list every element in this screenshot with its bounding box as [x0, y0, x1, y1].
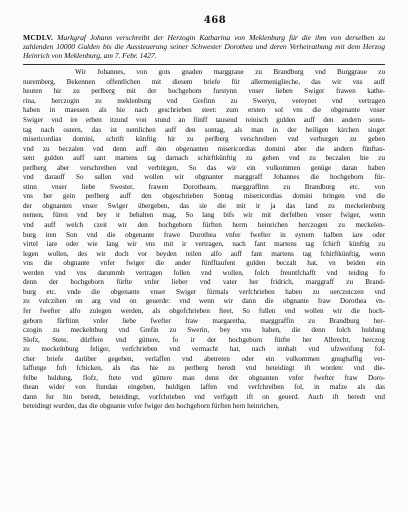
- body-line: cher briefe darüber gegeben, verlaffen vnd abetreten oder ein vulkommen gnughaffig ver-: [23, 354, 385, 363]
- body-line: haben in maessen als hie nach geschrieben steet: zum ersten sol vns die obgenante vnser: [23, 106, 385, 115]
- body-line: denn der hochgeborn fürfte vnfer lieber vnd vater her fridrich, marggraff zu Brand-: [23, 278, 385, 287]
- body-line: stinn vnser liebe Swester, frawen Dorotheam, marggraffinn zu Brandburg etc. von: [23, 182, 385, 191]
- body-line: fer fwefter alfo zulegen werden, als obgefchrieben fteet, So fullen vnd wollen wir die hoch-: [23, 306, 385, 315]
- body-line: legen wollen, des wir doch vor beyden teilen alfo auff fant martens tag fchirftkünftig, wenn: [23, 249, 385, 258]
- body-line: virtel iare oder wie lang wir vns mit ir vertragen, nach fant martens tag fchirft künftig zu: [23, 240, 385, 249]
- document-id: MCDLV.: [23, 33, 54, 42]
- body-line: der obgnanten vnser Swiger übergeben, das sie die mit ir ja das land zu meckelenburg: [23, 201, 385, 210]
- body-line: vnd darauff So sullen vnd wollen wir obgnanter marggraff Johannes die hochgeborn für-: [23, 173, 385, 182]
- body-line: burg etc. vnde die obgenante vnser Swiger fürmals verfchrieben haben zu uerczutczen vnd: [23, 287, 385, 296]
- body-line: nuremberg, Bekennen offentlichen mit diesem briefe für allermeniglieche, das wir vns auff: [23, 77, 385, 86]
- document-heading: [23, 33, 385, 60]
- body-line: thean wider von ftundan eingeben, huldigen laffen vnd verfchreiben fol, in mafze als das: [23, 383, 385, 392]
- document-body: [23, 68, 385, 412]
- body-line: vnd auff welch czeit wir den hochgeborn fürften herrn heinrichen herczogen zu meckelen-: [23, 221, 385, 230]
- body-line: perlberg aber verschreiben vnd verbürgen, So das wir ein vulkommen genüge daran haben: [23, 163, 385, 172]
- body-line: heuten hir zu perlberg mit der hochgeborn furstynn vnser lieben Swiger frawen kathe-: [23, 87, 385, 96]
- body-line: Slofz, Stete, dürffere vnd güttere, fo ir der hochgeborn fürfte her Albrecht, herczog: [23, 335, 385, 344]
- body-line: dann fur hin beredt, beteidingt, vorfchrieben vnd verfigelt ift on geuerd. Auch ift beredt vnd: [23, 392, 385, 401]
- body-line: burg iren Son vnd die obgenante frawe Dorothea vnfer fwefter in eynem halben iare oder: [23, 230, 385, 239]
- body-line: czogin zu meckelnburg vnd Grefin zu Swerin, bey vns haben, die denn folch huldung: [23, 326, 385, 335]
- body-line: sent gulden auff sant martens tag darnach schirftkünftig zu geben vnd zu beczalen hie zu: [23, 154, 385, 163]
- document-summary: Markgraf Johann verschreibt der Herzogin Katharina von Meklenburg für die ihm von derselben zu zahlenden 10000 Gulden bis die Aussteuerung seiner Schwester Dorothea und deren Verheirathung mit dem Herzog Heinrich von Meklenburg, am 7. Febr. 1427.: [23, 33, 385, 61]
- body-line: vns her gein perlberg auff den obgeschrieben Sontag misericordias domini bringen vnd die: [23, 192, 385, 201]
- body-line: vns die obgnante vnfer fwiger die ander fünfftaufent gulden beczalt hat, vn beiden ein: [23, 259, 385, 268]
- body-line: geborn fürftinn vnfer liebe fwefter fraw margaretha, marggraffin zu Brandburg her-: [23, 316, 385, 325]
- body-line: laffunge fuft fchicken, als das hie zu perlberg beredt vnd beteidingt ift worden: vnd die-: [23, 364, 385, 373]
- page-number: 468: [203, 15, 227, 26]
- body-line: nemen, füren vnd bey ir behalten mag, So lang bifs wir mit derfelben vnser fwiger, wenn: [23, 211, 385, 220]
- body-line: zu meckelnburg feliger, verfchrieben vnd vermacht hat, nach innhalt vnd ufzweifung fol-: [23, 345, 385, 354]
- body-line: Wir Johannes, von gots gnaden marggraue zu Brandburg vnd Burggraue zu: [75, 68, 385, 77]
- heading-divider: [23, 64, 385, 65]
- body-line: vnd zu beczalen vnd denn auff den obgenanten misericordias domini aber die andern fünftau-: [23, 144, 385, 153]
- body-line: zu vulczihen on arg vnd on geuerde: vnd wenn wir dann die obgnante fraw Dorothea vn-: [23, 297, 385, 306]
- body-line: misericordias domini, schrift künftig hir zu perlberg verschreiben vnd verburgen zu geben: [23, 135, 385, 144]
- body-line: felbe huldung, flofz, ftete vnd güttere man denn der obgnanten vnfer fwefter fraw Doro-: [23, 373, 385, 382]
- body-line: rina, herczogin zu meklenburg vnd Grefinn zu Sweryn, vereynet vnd vertragen: [23, 96, 385, 105]
- body-line: werden vnd vns darummb vertragen follen vnd wollen, folch freuntfchafft vnd teiding fo: [23, 268, 385, 277]
- body-line: Swiger vnd ire erben itzund von stund an fünff tausend reinisch gulden auff den andern sonn-: [23, 116, 385, 125]
- body-line: tag nach ostern, das ist nemlichen auff den sontag, als man in der heiligen kirchen singet: [23, 125, 385, 134]
- body-line: beteidingt wurden, das die obgnante vnfer fwiger den hochgeborn fürften hern heinrichen,: [23, 402, 279, 411]
